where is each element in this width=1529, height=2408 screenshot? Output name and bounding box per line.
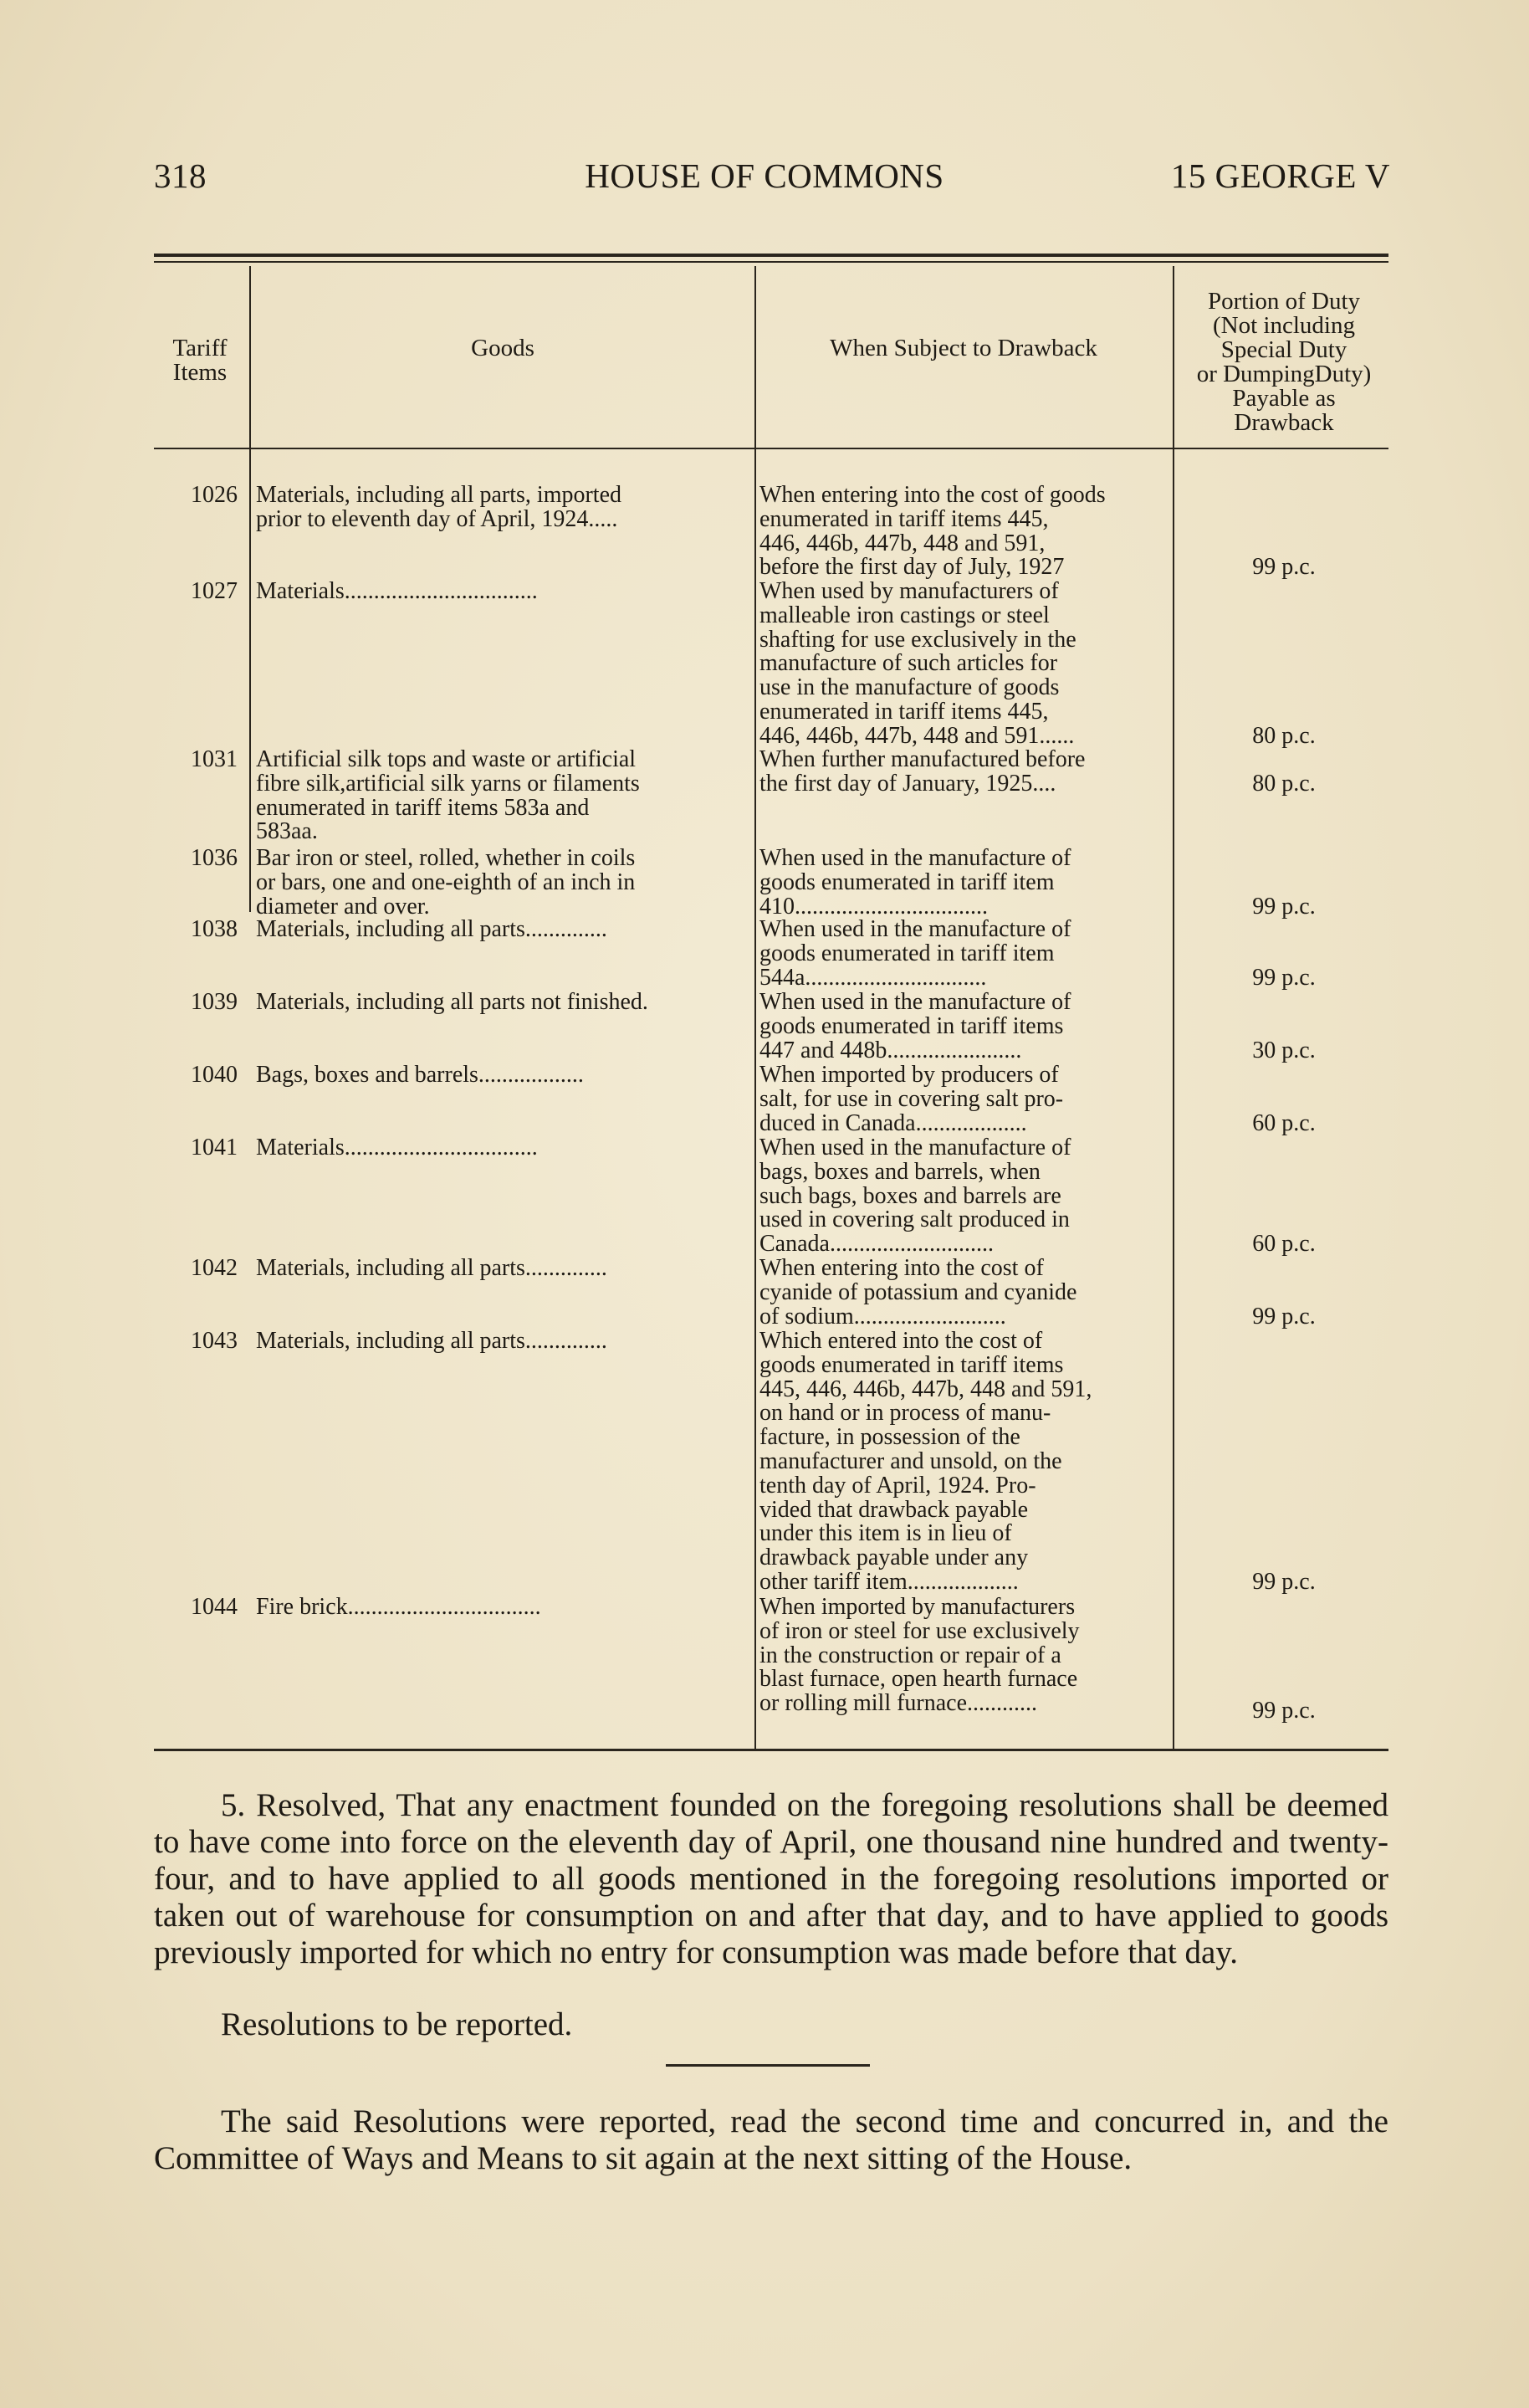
table-bottom-rule [154,1749,1388,1751]
tariff-item: 1042 [191,1255,238,1281]
duty-cell: 99 p.c. [1252,1698,1316,1724]
header-goods: Goods [471,335,534,361]
section-divider [666,2064,870,2067]
when-cell: When used in the manufacture of goods enumerated in tariff items 447 and 448b....................... [759,989,1071,1063]
duty-cell: 80 p.c. [1252,723,1316,749]
duty-cell: 60 p.c. [1252,1110,1316,1136]
goods-cell: Bar iron or steel, rolled, whether in coils or bars, one and one-eighth of an inch in diameter and over. [256,845,636,920]
duty-cell: 60 p.c. [1252,1231,1316,1257]
when-cell: When used in the manufacture of goods enumerated in tariff item 544a............................... [759,916,1071,991]
resolution-5-paragraph: 5. Resolved, That any enactment founded on the foregoing resolutions shall be deemed to have come into force on the eleventh day of April, one thousand nine hundred and twenty-four, and to have applied to all goods mentioned in the foregoing resolutions imported or taken out of warehouse for consumption on and after that day, and to have applied to goods previously imported for which no entry for consumption was made before that day. [154,1787,1388,1970]
running-title: HOUSE OF COMMONS [585,156,944,195]
when-cell: When used in the manufacture of goods enumerated in tariff item 410................................. [759,845,1071,920]
when-cell: When entering into the cost of cyanide of potassium and cyanide of sodium.......................... [759,1255,1077,1330]
goods-cell: Materials, including all parts.............. [256,1255,607,1281]
duty-cell: 99 p.c. [1252,554,1316,580]
page-number: 318 [154,156,207,195]
column-divider-3 [1173,266,1174,1749]
tariff-item: 1038 [191,916,238,942]
duty-cell: 80 p.c. [1252,771,1316,797]
goods-cell: Materials................................. [256,1135,538,1160]
column-divider-1 [249,266,251,912]
tariff-item: 1026 [191,482,238,508]
goods-cell: Materials, including all parts.............. [256,916,607,942]
goods-cell: Bags, boxes and barrels.................. [256,1062,584,1088]
duty-cell: 30 p.c. [1252,1037,1316,1063]
table-top-rule-thick [154,254,1388,257]
tariff-item: 1041 [191,1135,238,1160]
resolutions-reported-paragraph: The said Resolutions were reported, read the second time and concurred in, and the Committee of Ways and Means to sit again at the next sitting of the House. [154,2103,1388,2176]
table-top-rule-thin [154,261,1388,263]
goods-cell: Artificial silk tops and waste or artificial fibre silk,artificial silk yarns or filaments enumerated in tariff items 583a and 583aa. [256,746,640,845]
header-tariff-items: Tariff Items [172,335,228,386]
when-cell: When further manufactured before the first day of January, 1925.... [759,746,1086,797]
duty-cell: 99 p.c. [1252,1304,1316,1330]
when-cell: When used by manufacturers of malleable iron castings or steel shafting for use exclusively in the manufacture of such articles for use in the manufacture of goods enumerated in tariff items 445, 446, 446b, 447b, 448 and 591...... [759,578,1076,749]
header-when: When Subject to Drawback [830,335,1097,361]
tariff-item: 1036 [191,845,238,871]
when-cell: Which entered into the cost of goods enumerated in tariff items 445, 446, 446b, 447b, 448 and 591, on hand or in process of manu- facture, in possession of the manufacturer and unsold, on the tenth day of April, 1924. Pro- vided that drawback payable under this item is in lieu of drawback payable under any other tariff item................... [759,1328,1092,1595]
goods-cell: Fire brick................................. [256,1594,541,1620]
goods-cell: Materials, including all parts.............. [256,1328,607,1354]
resolutions-to-be-reported: Resolutions to be reported. [221,2006,573,2042]
when-cell: When imported by manufacturers of iron or steel for use exclusively in the construction or repair of a blast furnace, open hearth furnace or rolling mill furnace............ [759,1594,1080,1717]
column-divider-2 [754,266,756,1749]
tariff-item: 1040 [191,1062,238,1088]
table-header-rule [154,448,1388,449]
goods-cell: Materials, including all parts not finished. [256,989,648,1015]
tariff-item: 1039 [191,989,238,1015]
goods-cell: Materials, including all parts, imported prior to eleventh day of April, 1924..... [256,482,622,532]
duty-cell: 99 p.c. [1252,965,1316,991]
when-cell: When used in the manufacture of bags, boxes and barrels, when such bags, boxes and barrels are used in covering salt produced in Canada............................ [759,1135,1071,1258]
tariff-item: 1031 [191,746,238,772]
tariff-item: 1044 [191,1594,238,1620]
duty-cell: 99 p.c. [1252,1569,1316,1595]
header-duty: Portion of Duty (Not including Special Duty or DumpingDuty) Payable as Drawback [1196,288,1372,436]
duty-cell: 99 p.c. [1252,894,1316,920]
when-cell: When imported by producers of salt, for use in covering salt pro- duced in Canada................... [759,1062,1064,1136]
goods-cell: Materials................................. [256,578,538,604]
tariff-item: 1043 [191,1328,238,1354]
session-label: 15 GEORGE V [1170,156,1390,195]
tariff-item: 1027 [191,578,238,604]
when-cell: When entering into the cost of goods enumerated in tariff items 445, 446, 446b, 447b, 448 and 591, before the first day of July, 1927 [759,482,1106,581]
